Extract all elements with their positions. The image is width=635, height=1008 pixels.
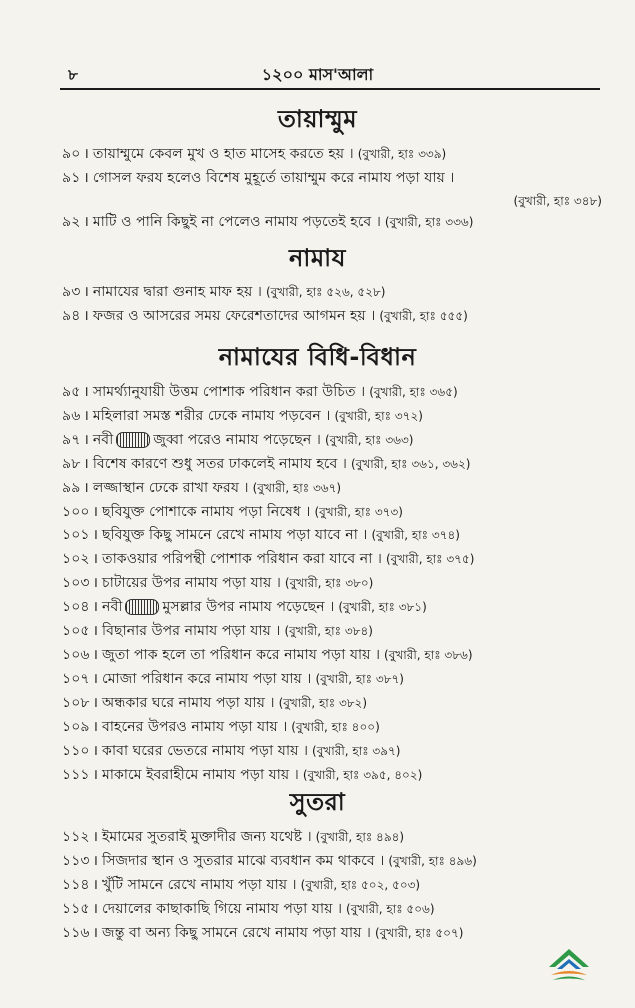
list-item: ৯৮ । বিশেষ কারণে শুধু সতর ঢাকলেই নামায হবে । (বুখারী, হাঃ ৩৬১, ৩৬২): [62, 455, 471, 472]
list-item: ৯৩ । নামাযের দ্বারা গুনাহ মাফ হয় । (বুখারী, হাঃ ৫২৬, ৫২৮): [62, 284, 386, 300]
list-item: ১০২ । তাকওয়ার পরিপন্থী পোশাক পরিধান করা যাবে না । (বুখারী, হাঃ ৩৭৫): [62, 551, 475, 568]
list-item: ১০৮ । অন্ধকার ঘরে নামায পড়া যায় । (বুখারী, হাঃ ৩৮২): [62, 694, 368, 711]
list-item: ১১৫ । দেয়ালের কাছাকাছি গিয়ে নামায পড়া যায় । (বুখারী, হাঃ ৫০৬): [62, 900, 435, 917]
sutra-list: [62, 826, 602, 946]
section-heading-namaz-rules: নামাযের বিধি-বিধান: [218, 343, 417, 371]
header-rule: [60, 88, 600, 90]
list-item: ৯৪ । ফজর ও আসরের সময় ফেরেশতাদের আগমন হয় । (বুখারী, হাঃ ৫৫৫): [62, 307, 468, 324]
list-item: ১০৫ । বিছানার উপর নামায পড়া যায় । (বুখারী, হাঃ ৩৮৪): [62, 623, 373, 640]
list-item: ১১২ । ইমামের সুতরাই মুক্তাদীর জন্য যথেষ্ট । (বুখারী, হাঃ ৪৯৪): [62, 829, 405, 845]
list-item: ১০৭ । মোজা পরিধান করে নামায পড়া যায় । (বুখারী, হাঃ ৩৮৭): [62, 670, 404, 687]
salutation-calligraphy-icon: [125, 599, 159, 615]
list-item: ১০৯ । বাহনের উপরও নামায পড়া যায় । (বুখারী, হাঃ ৪০০): [62, 718, 380, 735]
list-item: ১১৬ । জন্তু বা অন্য কিছু সামনে রেখে নামায পড়া যায় । (বুখারী, হাঃ ৫০৭): [62, 924, 464, 941]
namaz-rules-list: [62, 381, 602, 787]
running-title: ১২০০ মাস'আলা: [261, 65, 374, 84]
list-item: ১০৬ । জুতা পাক হলে তা পরিধান করে নামায পড়া যায় । (বুখারী, হাঃ ৩৮৬): [62, 646, 473, 663]
section-heading-tayammum: তায়াম্মুম: [277, 105, 358, 133]
list-item: ৯৯ । লজ্জাস্থান ঢেকে রাখা ফরয । (বুখারী, হাঃ ৩৬৭): [62, 479, 342, 496]
list-item: ৯৬ । মহিলারা সমস্ত শরীর ঢেকে নামায পড়বেন । (বুখারী, হাঃ ৩৭২): [62, 407, 423, 424]
section-heading-namaz: নামায: [289, 244, 346, 272]
list-item: ১০০ । ছবিযুক্ত পোশাকে নামায পড়া নিষেধ । (বুখারী, হাঃ ৩৭৩): [62, 503, 403, 520]
list-item: ১০১ । ছবিযুক্ত কিছু সামনে রেখে নামায পড়া যাবে না । (বুখারী, হাঃ ৩৭৪): [62, 527, 460, 544]
list-item: ৯০ । তায়াম্মুমে কেবল মুখ ও হাত মাসেহ করতে হয় । (বুখারী, হাঃ ৩৩৯): [62, 146, 447, 162]
list-item: ৯৭ । নবী জুব্বা পরেও নামায পড়েছেন । (বুখারী, হাঃ ৩৬৩): [62, 431, 414, 448]
section-heading-sutra: সুতরা: [289, 788, 346, 816]
list-item: ১০৩ । চাটায়ের উপর নামায পড়া যায় । (বুখারী, হাঃ ৩৮০): [62, 575, 374, 592]
list-item: ১১০ । কাবা ঘরের ভেতরে নামায পড়া যায় । (বুখারী, হাঃ ৩৯৭): [62, 742, 401, 759]
publisher-logo-icon: [545, 945, 593, 985]
tayammum-list: [62, 143, 602, 235]
page-number: ৮: [68, 66, 78, 84]
list-item: ১১১ । মাকামে ইবরাহীমে নামায পড়া যায় । (বুখারী, হাঃ ৩৯৫, ৪০২): [62, 766, 423, 783]
list-item: ১১৪ । খুঁটি সামনে রেখে নামায পড়া যায় । (বুখারী, হাঃ ৫০২, ৫০৩): [62, 876, 421, 893]
list-item: ৯২ । মাটি ও পানি কিছুই না পেলেও নামায পড়তেই হবে । (বুখারী, হাঃ ৩৩৬): [62, 213, 474, 230]
salutation-calligraphy-icon: [116, 432, 150, 448]
list-item: ৯৫ । সামর্থ্যানুযায়ী উত্তম পোশাক পরিধান করা উচিত । (বুখারী, হাঃ ৩৬৫): [62, 384, 458, 400]
list-item: ৯১ । গোসল ফরয হলেও বিশেষ মুহূর্তে তায়াম্মুম করে নামায পড়া যায় । (বুখারী, হাঃ ৩৪৮): [62, 169, 602, 208]
list-item: ১০৪ । নবী মুসল্লার উপর নামায পড়েছেন । (বুখারী, হাঃ ৩৮১): [62, 599, 427, 616]
list-item: ১১৩ । সিজদার স্থান ও সুতরার মাঝে ব্যবধান কম থাকবে । (বুখারী, হাঃ ৪৯৬): [62, 852, 477, 869]
namaz-list: [62, 281, 602, 329]
